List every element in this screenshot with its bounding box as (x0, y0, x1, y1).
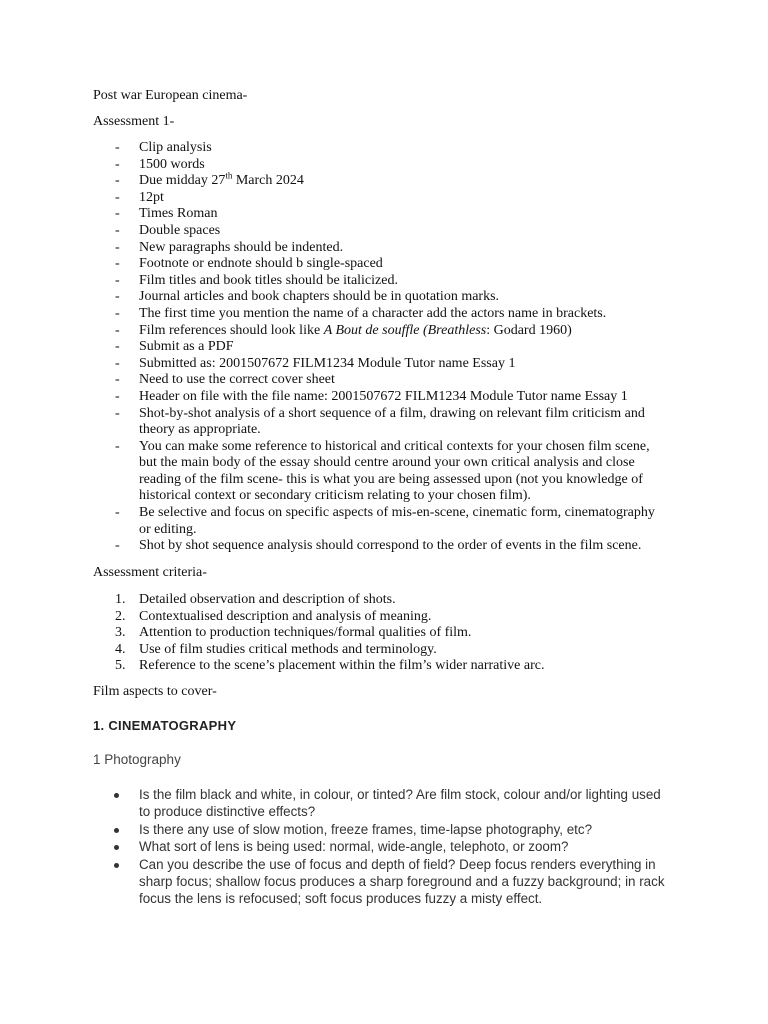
list-item: - Submit as a PDF (115, 339, 234, 355)
list-item: - Shot-by-shot analysis of a short sequence of a film, drawing on relevant film criticism and theory as appropriate. (115, 405, 645, 438)
list-item: Is there any use of slow motion, freeze frames, time-lapse photography, etc? (0, 821, 671, 838)
assessment-heading: Assessment 1- (93, 114, 175, 129)
list-item: Is the film black and white, in colour, or tinted? Are film stock, colour and/or lighting used to produce distinctive effects? (0, 786, 671, 821)
photography-points-list (0, 786, 768, 908)
list-item: Can you describe the use of focus and depth of field? Deep focus renders everything in sharp focus; shallow focus produces a sharp foreground and a fuzzy background; in rack focus the lens is refocused; soft focus produces fuzzy a misty effect. (0, 856, 671, 908)
document-title: Post war European cinema- (93, 88, 248, 103)
list-item: - 1500 words (115, 156, 205, 172)
section-heading-cinematography: 1. CINEMATOGRAPHY (93, 718, 237, 733)
list-item: - The first time you mention the name of a character add the actors name in brackets. (115, 305, 607, 321)
criteria-list (0, 592, 768, 675)
list-item: - Footnote or endnote should b single-spaced (115, 256, 383, 272)
list-item: - Film titles and book titles should be italicized. (115, 272, 398, 288)
subsection-heading-photography: 1 Photography (93, 752, 181, 767)
list-item: 4. Use of film studies critical methods and terminology. (115, 641, 437, 657)
list-item: 1. Detailed observation and description of shots. (115, 592, 396, 607)
bullet-icon (114, 863, 119, 868)
list-item: - You can make some reference to historical and critical contexts for your chosen film scene, but the main body of the essay should centre around your own critical analysis and close reading of the film scene- this is what you are being assessed upon (not you knowledge of historical context or secondary criticism relating to your chosen film). (115, 438, 650, 504)
list-item: 2. Contextualised description and analysis of meaning. (115, 608, 432, 624)
list-item: What sort of lens is being used: normal, wide-angle, telephoto, or zoom? (0, 838, 671, 855)
list-item: - 12pt (115, 189, 164, 205)
aspects-heading: Film aspects to cover- (93, 684, 217, 699)
criteria-heading: Assessment criteria- (93, 565, 207, 580)
bullet-icon (114, 793, 119, 798)
list-item: - Double spaces (115, 222, 221, 238)
list-item: - Submitted as: 2001507672 FILM1234 Module Tutor name Essay 1 (115, 355, 516, 371)
list-item: - Journal articles and book chapters should be in quotation marks. (115, 289, 500, 305)
list-item: - Film references should look like A Bout de souffle (Breathless: Godard 1960) (115, 322, 572, 338)
requirements-list (0, 140, 768, 555)
list-item: - Due midday 27th March 2024 (115, 170, 304, 189)
list-item: - Clip analysis (115, 140, 212, 155)
list-item: 5. Reference to the scene’s placement within the film’s wider narrative arc. (115, 658, 545, 674)
list-item: - New paragraphs should be indented. (115, 239, 344, 255)
bullet-icon (114, 828, 119, 833)
list-item: - Be selective and focus on specific aspects of mis-en-scene, cinematic form, cinematography or editing. (115, 505, 655, 537)
list-item: - Shot by shot sequence analysis should correspond to the order of events in the film scene. (115, 538, 642, 554)
list-item: - Header on file with the file name: 2001507672 FILM1234 Module Tutor name Essay 1 (115, 388, 628, 404)
bullet-icon (114, 845, 119, 850)
list-item: 3. Attention to production techniques/formal qualities of film. (115, 625, 472, 641)
list-item: - Need to use the correct cover sheet (115, 372, 335, 388)
list-item: - Times Roman (115, 206, 218, 222)
